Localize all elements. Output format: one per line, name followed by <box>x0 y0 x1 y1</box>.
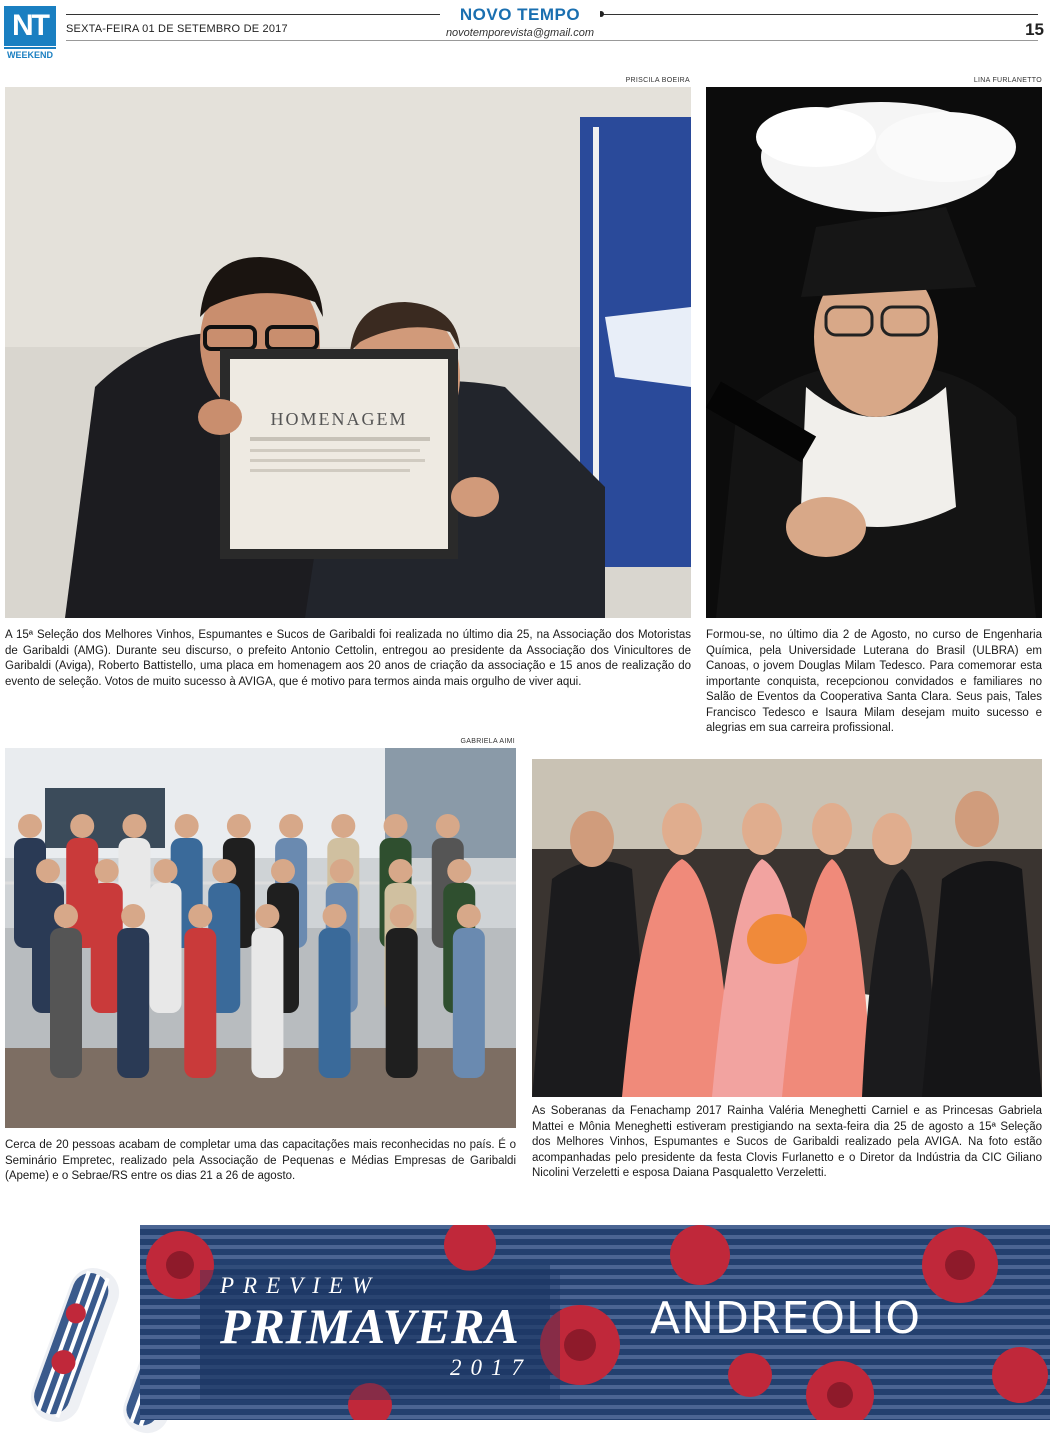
person-head <box>279 814 303 838</box>
photo-homenagem <box>5 87 691 618</box>
person-head <box>390 904 414 928</box>
person-body <box>319 928 351 1078</box>
person-body <box>50 928 82 1078</box>
person-body <box>117 928 149 1078</box>
ad-preview-text: PREVIEW <box>220 1273 381 1298</box>
issue-date: SEXTA-FEIRA 01 DE SETEMBRO DE 2017 <box>66 23 288 35</box>
person-body <box>251 928 283 1078</box>
person-head <box>271 859 295 883</box>
person-head <box>323 904 347 928</box>
person-head <box>389 859 413 883</box>
plaque-title: HOMENAGEM <box>270 409 408 429</box>
person-head <box>154 859 178 883</box>
caption-soberanas: As Soberanas da Fenachamp 2017 Rainha Valéria Meneghetti Carniel e as Princesas Gabriela Mattei e Mônia Meneghetti estiveram prestigiando na sexta-feira dia 25 de agosto a 15ª Seleção dos Melhores Vinhos, Espumantes e Sucos de Garibaldi realizado pela AVIGA. Na foto estão acompanhadas pelo presidente da festa Clovis Furlanetto e o Diretor da Indústria da CIC Giliano Nicolini Verzeletti e esposa Daiana Pasqualetto Verzeletti. <box>532 1105 1042 1179</box>
person-body <box>150 883 182 1013</box>
masthead-email: novotemporevista@gmail.com <box>445 27 595 39</box>
person-head <box>227 814 251 838</box>
andreolio-ad-banner[interactable] <box>140 1225 1050 1420</box>
person-head <box>54 904 78 928</box>
photo-formatura <box>706 87 1042 618</box>
person-head <box>447 859 471 883</box>
person-body <box>386 928 418 1078</box>
header-rule-bottom <box>66 40 1038 41</box>
nt-weekend-logo <box>4 6 56 58</box>
person-head <box>255 904 279 928</box>
person-head <box>188 904 212 928</box>
person-head <box>95 859 119 883</box>
logo-mark: NT <box>4 6 56 46</box>
person-head <box>436 814 460 838</box>
page-number: 15 <box>1025 20 1044 39</box>
person-head <box>122 814 146 838</box>
person-head <box>121 904 145 928</box>
person-head <box>18 814 42 838</box>
ad-brand-logo: ANDREOLIO <box>650 1293 922 1344</box>
person-body <box>184 928 216 1078</box>
masthead <box>440 5 600 39</box>
photo-credit-formatura: LINA FURLANETTO <box>973 77 1042 84</box>
person-head <box>384 814 408 838</box>
ad-season-text: PRIMAVERA <box>220 1298 520 1354</box>
logo-subtitle: WEEKEND <box>4 47 56 61</box>
photo-credit-empretec: GABRIELA AIMI <box>460 738 515 745</box>
person-head <box>36 859 60 883</box>
photo-credit-homenagem: PRISCILA BOEIRA <box>625 77 690 84</box>
caption-formatura: Formou-se, no último dia 2 de Agosto, no curso de Engenharia Química, pela Universidade Luterana do Brasil (ULBRA) em Canoas, o jovem Douglas Milam Tedesco. Para comemorar esta importante conquista, recepcionou convidados e familiares no Salão de Eventos da Cooperativa Santa Clara. Seus pais, Tales Francisco Tedesco e Isaura Milam desejam muito sucesso e alegrias em sua carreira profissional. <box>706 629 1042 734</box>
person-head <box>175 814 199 838</box>
person-body <box>453 928 485 1078</box>
photo-empretec <box>5 748 516 1128</box>
caption-empretec: Cerca de 20 pessoas acabam de completar uma das capacitações mais reconhecidas no país. É o Seminário Empretec, realizado pela Associação de Pequenas e Médias Empresas de Garibaldi (Apeme) e o Sebrae/RS entre os dias 21 a 26 de agosto. <box>5 1139 516 1182</box>
masthead-title: NOVO TEMPO <box>459 5 581 24</box>
person-head <box>331 814 355 838</box>
person-head <box>212 859 236 883</box>
photo-soberanas <box>532 759 1042 1097</box>
person-head <box>457 904 481 928</box>
caption-homenagem: A 15ª Seleção dos Melhores Vinhos, Espumantes e Sucos de Garibaldi foi realizada no último dia 25, na Associação dos Motoristas de Garibaldi (AMG). Durante seu discurso, o prefeito Antonio Cettolin, entregou ao presidente da Associação dos Vinicultores de Garibaldi (Aviga), Roberto Battistello, uma placa em homenagem aos 20 anos de criação da associação e 15 anos de realização do evento de seleção. Votos de muito sucesso à AVIGA, que é motivo para termos ainda mais orgulho de viver aqui. <box>5 629 691 688</box>
person-head <box>330 859 354 883</box>
ad-year-text: 2017 <box>450 1355 532 1380</box>
person-head <box>70 814 94 838</box>
